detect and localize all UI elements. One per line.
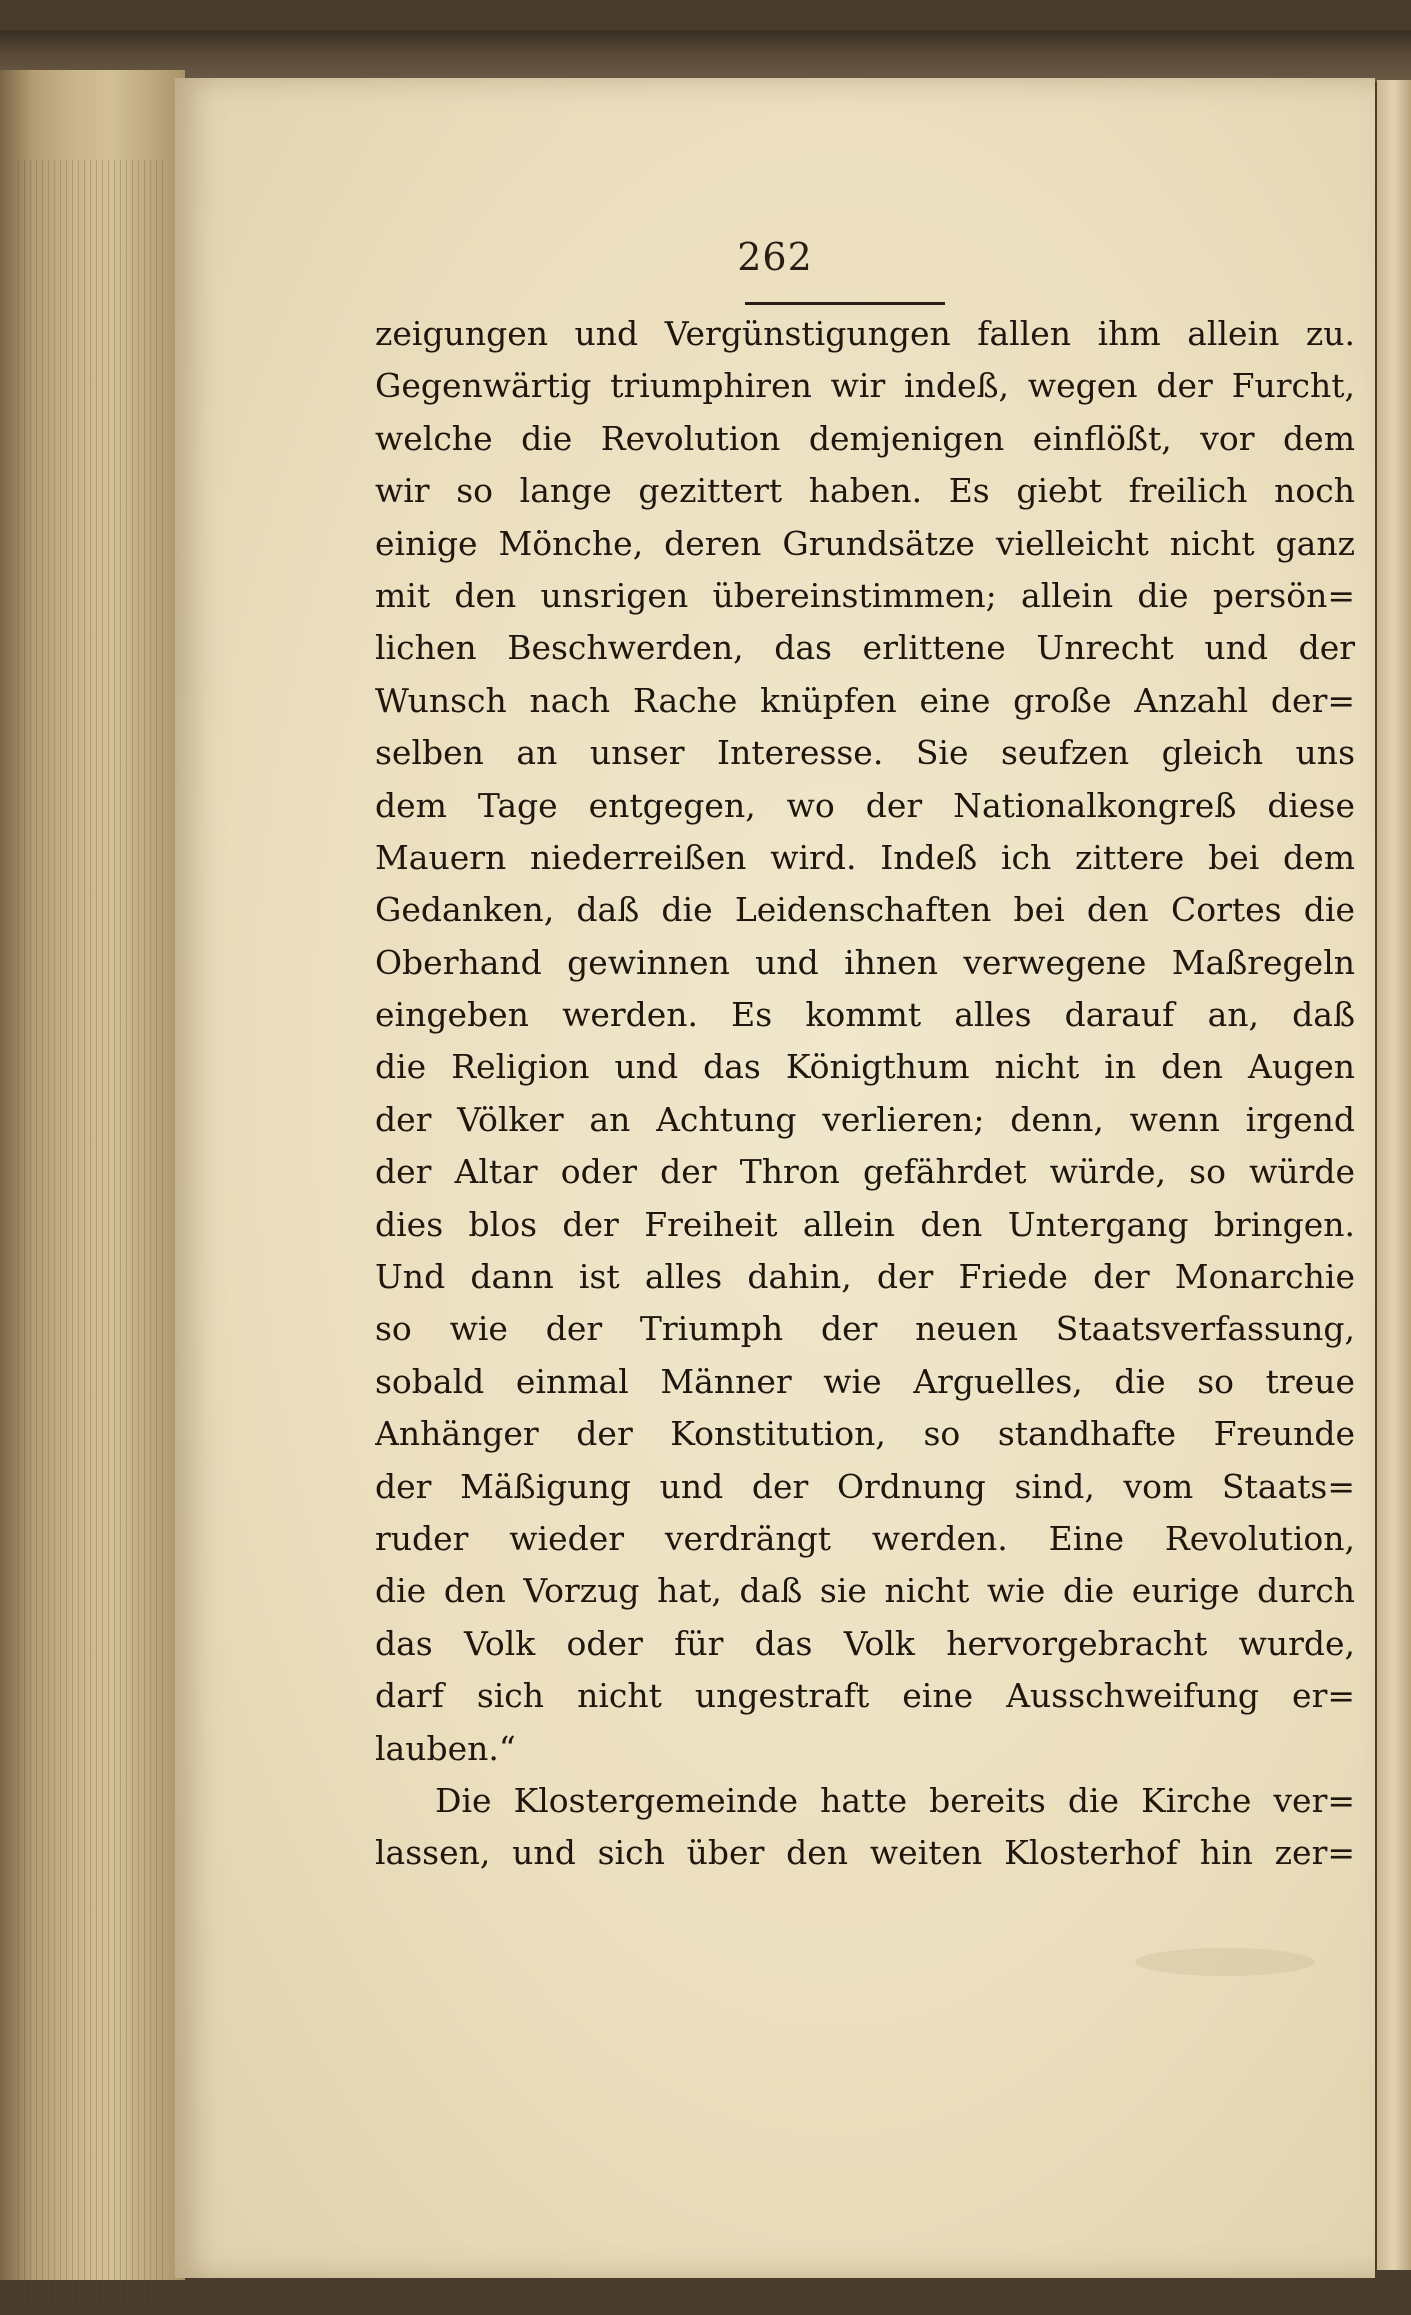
text-line: Und dann ist alles dahin, der Friede der Monarchie <box>375 1257 1355 1297</box>
text-line: Gedanken, daß die Leidenschaften bei den Cortes die <box>375 890 1355 930</box>
left-page-edges <box>0 70 185 2280</box>
body-text <box>375 308 1355 1880</box>
text-line: Anhänger der Konstitution, so standhafte Freunde <box>375 1414 1355 1454</box>
text-line: dem Tage entgegen, wo der Nationalkongreß diese <box>375 785 1355 825</box>
text-line: Die Klostergemeinde hatte bereits die Kirche ver= <box>435 1780 1355 1820</box>
text-line: mit den unsrigen übereinstimmen; allein die persön= <box>375 575 1355 615</box>
right-page-edges <box>1377 80 1411 2270</box>
text-line: die Religion und das Königthum nicht in den Augen <box>375 1047 1355 1087</box>
text-line: lassen, und sich über den weiten Klosterhof hin zer= <box>375 1833 1355 1873</box>
text-line: zeigungen und Vergünstigungen fallen ihm allein zu. <box>375 314 1355 353</box>
text-line: der Altar oder der Thron gefährdet würde, so würde <box>375 1152 1355 1192</box>
text-line: der Völker an Achtung verlieren; denn, wenn irgend <box>375 1099 1355 1139</box>
text-line: Oberhand gewinnen und ihnen verwegene Maßregeln <box>375 942 1355 982</box>
text-line: wir so lange gezittert haben. Es giebt freilich noch <box>375 471 1355 511</box>
paper-stain <box>1135 1948 1315 1976</box>
text-line: das Volk oder für das Volk hervorgebracht wurde, <box>375 1623 1355 1663</box>
page-edge-lines <box>18 160 168 2310</box>
text-line: welche die Revolution demjenigen einflößt, vor dem <box>375 418 1355 458</box>
text-line: die den Vorzug hat, daß sie nicht wie die eurige durch <box>375 1571 1355 1611</box>
text-line: Wunsch nach Rache knüpfen eine große Anzahl der= <box>375 680 1355 720</box>
binding-strip <box>0 30 1411 82</box>
text-line: eingeben werden. Es kommt alles darauf an, daß <box>375 995 1355 1035</box>
text-line: Mauern niederreißen wird. Indeß ich zittere bei dem <box>375 837 1355 877</box>
text-line: einige Mönche, deren Grundsätze vielleicht nicht ganz <box>375 523 1355 563</box>
page-number: 262 <box>737 235 813 279</box>
text-line: darf sich nicht ungestraft eine Ausschweifung er= <box>375 1676 1355 1716</box>
text-line: Gegenwärtig triumphiren wir indeß, wegen der Furcht, <box>375 366 1355 406</box>
text-line: lauben.“ <box>375 1728 516 1768</box>
text-line: selben an unser Interesse. Sie seufzen gleich uns <box>375 733 1355 773</box>
text-line: der Mäßigung und der Ordnung sind, vom Staats= <box>375 1466 1355 1506</box>
text-line: sobald einmal Männer wie Arguelles, die so treue <box>375 1361 1355 1401</box>
text-line: dies blos der Freiheit allein den Untergang bringen. <box>375 1204 1355 1244</box>
text-line: ruder wieder verdrängt werden. Eine Revolution, <box>375 1518 1355 1558</box>
page-number-rule <box>745 302 945 305</box>
text-line: so wie der Triumph der neuen Staatsverfassung, <box>375 1309 1355 1349</box>
book-page <box>175 78 1375 2278</box>
text-line: lichen Beschwerden, das erlittene Unrecht und der <box>375 628 1355 668</box>
